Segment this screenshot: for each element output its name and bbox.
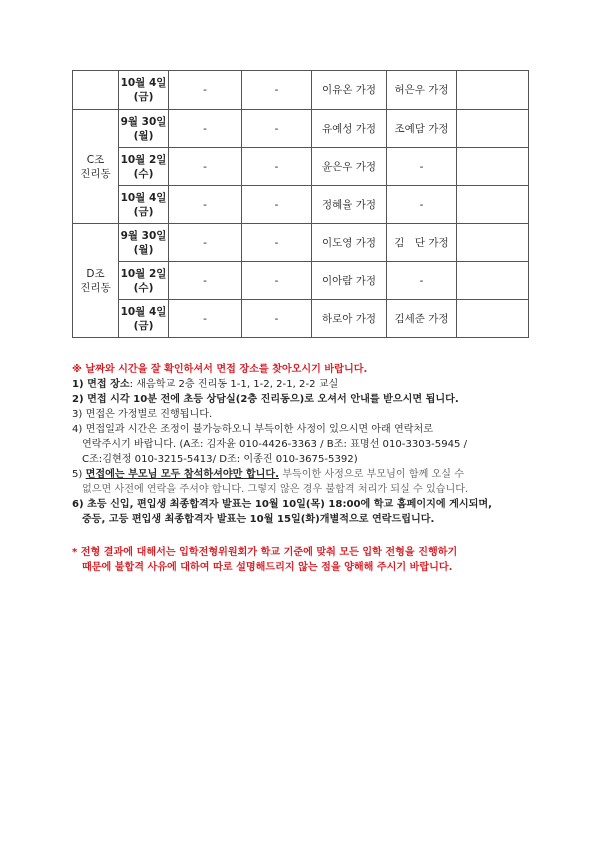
notes-section [72,362,532,575]
family-cell: 정혜율 가정 [312,186,387,224]
cell [457,148,529,186]
cell [457,110,529,148]
warning-note: ※ 날짜와 시간을 잘 확인하셔서 면접 장소를 찾아오시기 바랍니다. [72,364,368,375]
cell: - [242,186,312,224]
note-2: 2) 면접 시각 10분 전에 초등 상담실(2층 진리동으)로 오셔서 안내를 받으시면 됩니다. [72,394,459,405]
cell: - [242,262,312,300]
family-cell: 조예담 가정 [387,110,457,148]
cell: - [169,262,242,300]
note-4-line-3: C조:김현정 010-3215-5413/ D조: 이종진 010-3675-5392) [82,454,358,465]
family-cell: - [387,148,457,186]
cell: - [242,224,312,262]
date-cell: 10월 4일 (금) [119,71,169,110]
table-row [73,300,529,338]
date-cell: 10월 4일 (금) [119,186,169,224]
date-cell: 9월 30일 (월) [119,110,169,148]
group-cell-c: C조 진리동 [73,110,119,224]
group-cell [73,71,119,110]
family-cell: 이아람 가정 [312,262,387,300]
family-cell: 이도영 가정 [312,224,387,262]
group-cell-d: D조 진리동 [73,224,119,338]
table-row [73,110,529,148]
family-cell: 이유온 가정 [312,71,387,110]
date-cell: 10월 4일 (금) [119,300,169,338]
cell: - [169,300,242,338]
final-note-line-1: * 전형 결과에 대해서는 입학전형위원회가 학교 기준에 맞춰 모든 입학 전형을 진행하기 [72,547,458,558]
table-row [73,224,529,262]
cell: - [242,110,312,148]
cell: - [242,71,312,110]
table-row [73,262,529,300]
family-cell: 김 단 가정 [387,224,457,262]
table-row [73,186,529,224]
cell: - [169,148,242,186]
note-6-line-1: 6) 초등 신입, 편입생 최종합격자 발표는 10월 10일(목) 18:00에 학교 홈페이지에 게시되며, [72,499,492,510]
cell: - [169,110,242,148]
cell: - [242,148,312,186]
cell: - [242,300,312,338]
cell [457,71,529,110]
note-4-line-1: 4) 면접일과 시간은 조정이 불가능하오니 부득이한 사정이 있으시면 아래 연락처로 [72,424,434,435]
table-row [73,148,529,186]
table-row [73,71,529,110]
family-cell: - [387,262,457,300]
date-cell: 10월 2일 (수) [119,148,169,186]
date-cell: 9월 30일 (월) [119,224,169,262]
family-cell: 하로아 가정 [312,300,387,338]
cell: - [169,224,242,262]
family-cell: 유예성 가정 [312,110,387,148]
note-5-line-2: 없으면 사전에 연락을 주셔야 합니다. 그렇지 않은 경우 불합격 처리가 되실 수 있습니다. [82,484,469,495]
note-1: 1) 면접 장소: 새음학교 2층 진리동 1-1, 1-2, 2-1, 2-2 교실 [72,379,339,390]
cell: - [169,186,242,224]
interview-schedule-table [72,70,529,338]
note-5-line-1: 5) 면접에는 부모님 모두 참석하셔야만 합니다. 부득이한 사정으로 부모님이 함께 오실 수 [72,469,464,480]
family-cell: 허은우 가정 [387,71,457,110]
final-note-line-2: 때문에 불합격 사유에 대하여 따로 설명해드리지 않는 점을 양해해 주시기 바랍니다. [82,562,453,573]
note-3: 3) 면접은 가정별로 진행됩니다. [72,409,213,420]
cell [457,186,529,224]
cell [457,262,529,300]
cell [457,300,529,338]
cell: - [169,71,242,110]
family-cell: 윤은우 가정 [312,148,387,186]
cell [457,224,529,262]
family-cell: - [387,186,457,224]
note-4-line-2: 연락주시기 바랍니다. (A조: 김자윤 010-4426-3363 / B조: 표명선 010-3303-5945 / [82,439,468,450]
date-cell: 10월 2일 (수) [119,262,169,300]
note-6-line-2: 중등, 고등 편입생 최종합격자 발표는 10월 15일(화)개별적으로 연락드립니다. [82,514,435,525]
family-cell: 김세준 가정 [387,300,457,338]
